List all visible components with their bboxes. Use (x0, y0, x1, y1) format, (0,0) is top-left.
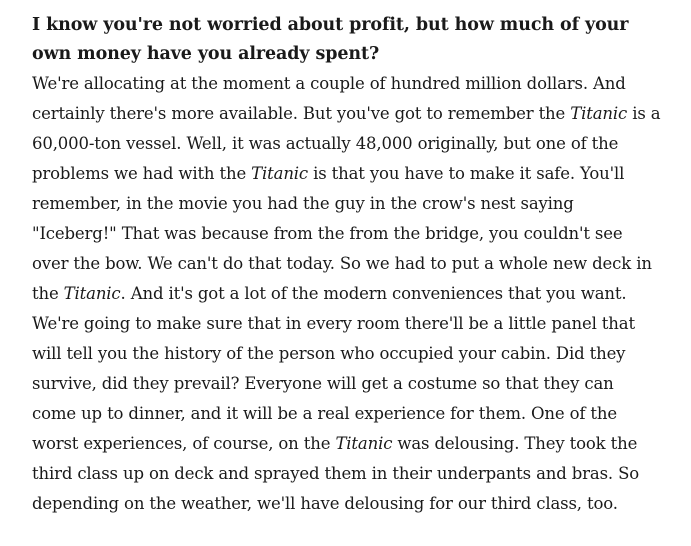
ship-name-italic: Titanic (335, 434, 393, 453)
answer-text: . And it's got a lot of the modern conveniences that you want. We're going to make sure that in every room there'll be a little panel that will tell you the history of the person who occupied your cabin. Did they survive, did they prevail? Everyone will get a costume so that they can come up to dinner, and it will be a real experience for them. One of the worst experiences, of course, on the (32, 284, 635, 453)
answer-text: was delousing. They took the third class up on deck and sprayed them in their underpants and bras. So depending on the weather, we'll have delousing for our third class, too. (32, 434, 640, 513)
ship-name-italic: Titanic (63, 284, 121, 303)
answer-text: We're allocating at the moment a couple of hundred million dollars. And certainly there's more available. But you've got to remember the (32, 74, 626, 123)
ship-name-italic: Titanic (251, 164, 309, 183)
answer-text: is a 60,000-ton vessel. Well, it was actually 48,000 originally, but one of the problems we had with the (32, 104, 661, 183)
interview-article (32, 11, 662, 519)
interview-answer (32, 69, 662, 519)
ship-name-italic: Titanic (570, 104, 628, 123)
answer-text: is that you have to make it safe. You'll remember, in the movie you had the guy in the crow's nest saying "Iceberg!" That was because from the from the bridge, you couldn't see over the bow. We can't do that today. So we had to put a whole new deck in the (32, 164, 652, 303)
interview-question: I know you're not worried about profit, but how much of your own money have you already spent? (32, 15, 629, 64)
